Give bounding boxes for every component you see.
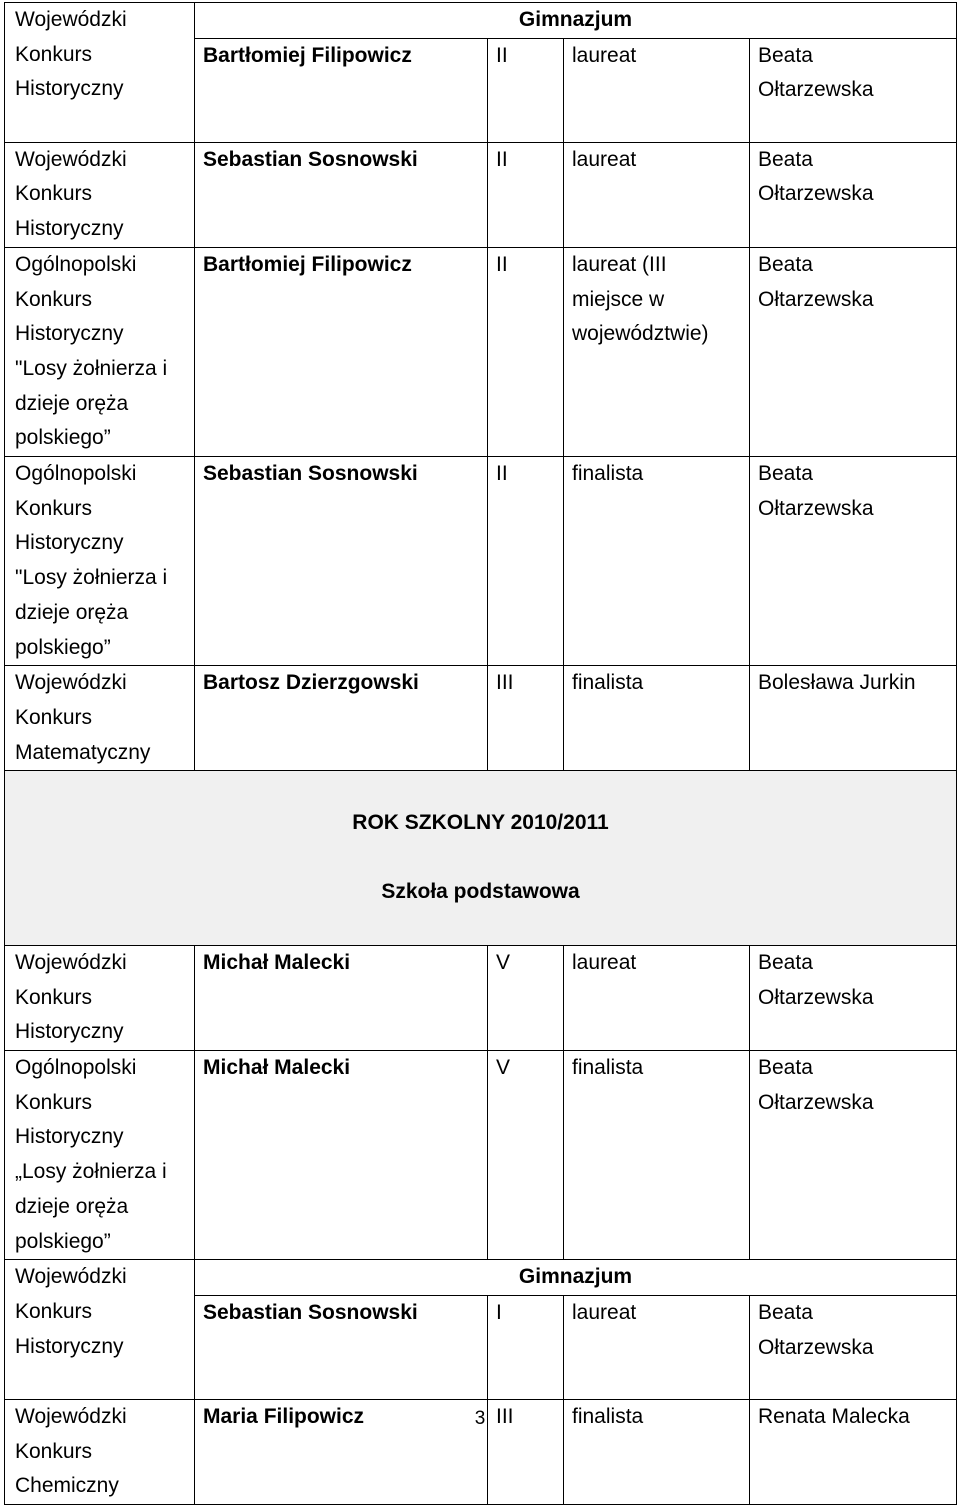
student-cell: Michał Malecki [195, 945, 488, 1050]
student-cell: Bartłomiej Filipowicz [195, 38, 488, 142]
teacher-cell: Beata Ołtarzewska [750, 945, 957, 1050]
contest-cell: Ogólnopolski Konkurs Historyczny „Losy żołnierza i dzieje oręża polskiego” [5, 1050, 195, 1259]
table-row [5, 666, 957, 771]
section-header-text: Gimnazjum [518, 8, 633, 31]
result-cell: laureat (III miejsce w województwie) [564, 247, 750, 456]
student-cell: Sebastian Sosnowski [195, 457, 488, 666]
teacher-cell: Bolesława Jurkin [750, 666, 957, 771]
section-header-gimnazjum [195, 1260, 957, 1296]
student-cell: Bartosz Dzierzgowski [195, 666, 488, 771]
page-number: 3 [474, 1408, 486, 1429]
teacher-cell: Renata Malecka [750, 1399, 957, 1504]
student-cell: Sebastian Sosnowski [195, 1295, 488, 1399]
teacher-cell: Beata Ołtarzewska [750, 1050, 957, 1259]
table-row [5, 771, 957, 946]
table-row [5, 1050, 957, 1259]
class-cell: III [488, 1399, 564, 1504]
result-cell: finalista [564, 1399, 750, 1504]
contest-cell: Wojewódzki Konkurs Historyczny [5, 3, 195, 143]
contest-cell: Wojewódzki Konkurs Chemiczny [5, 1399, 195, 1504]
teacher-cell: Beata Ołtarzewska [750, 38, 957, 142]
table-row [5, 3, 957, 39]
class-cell: II [488, 247, 564, 456]
teacher-cell: Beata Ołtarzewska [750, 247, 957, 456]
contest-cell: Wojewódzki Konkurs Historyczny [5, 1260, 195, 1400]
table-row [5, 1260, 957, 1296]
contest-cell: Wojewódzki Konkurs Matematyczny [5, 666, 195, 771]
table-row [5, 945, 957, 1050]
section-header-gimnazjum [195, 3, 957, 39]
result-cell: finalista [564, 666, 750, 771]
contest-cell: Ogólnopolski Konkurs Historyczny "Losy żołnierza i dzieje oręża polskiego” [5, 247, 195, 456]
teacher-cell: Beata Ołtarzewska [750, 457, 957, 666]
teacher-cell: Beata Ołtarzewska [750, 142, 957, 247]
class-cell: II [488, 457, 564, 666]
student-cell: Sebastian Sosnowski [195, 142, 488, 247]
section-header-text: Gimnazjum [518, 1265, 633, 1289]
student-cell: Maria Filipowicz [195, 1399, 488, 1504]
school-type-text: Szkoła podstawowa [381, 880, 580, 904]
result-cell: finalista [564, 457, 750, 666]
class-cell: V [488, 1050, 564, 1259]
class-cell: III [488, 666, 564, 771]
contest-cell: Wojewódzki Konkurs Historyczny [5, 142, 195, 247]
result-cell: laureat [564, 38, 750, 142]
student-cell: Michał Malecki [195, 1050, 488, 1259]
teacher-cell: Beata Ołtarzewska [750, 1295, 957, 1399]
table-row [5, 247, 957, 456]
result-cell: laureat [564, 142, 750, 247]
table-row [5, 142, 957, 247]
results-table [4, 2, 957, 1505]
student-cell: Bartłomiej Filipowicz [195, 247, 488, 456]
section-header-school-year [5, 771, 957, 946]
class-cell: V [488, 945, 564, 1050]
class-cell: II [488, 38, 564, 142]
table-row [5, 457, 957, 666]
result-cell: laureat [564, 1295, 750, 1399]
result-cell: laureat [564, 945, 750, 1050]
school-year-text: ROK SZKOLNY 2010/2011 [352, 811, 609, 835]
class-cell: II [488, 142, 564, 247]
class-cell: I [488, 1295, 564, 1399]
contest-cell: Ogólnopolski Konkurs Historyczny "Losy żołnierza i dzieje oręża polskiego” [5, 457, 195, 666]
result-cell: finalista [564, 1050, 750, 1259]
contest-cell: Wojewódzki Konkurs Historyczny [5, 945, 195, 1050]
